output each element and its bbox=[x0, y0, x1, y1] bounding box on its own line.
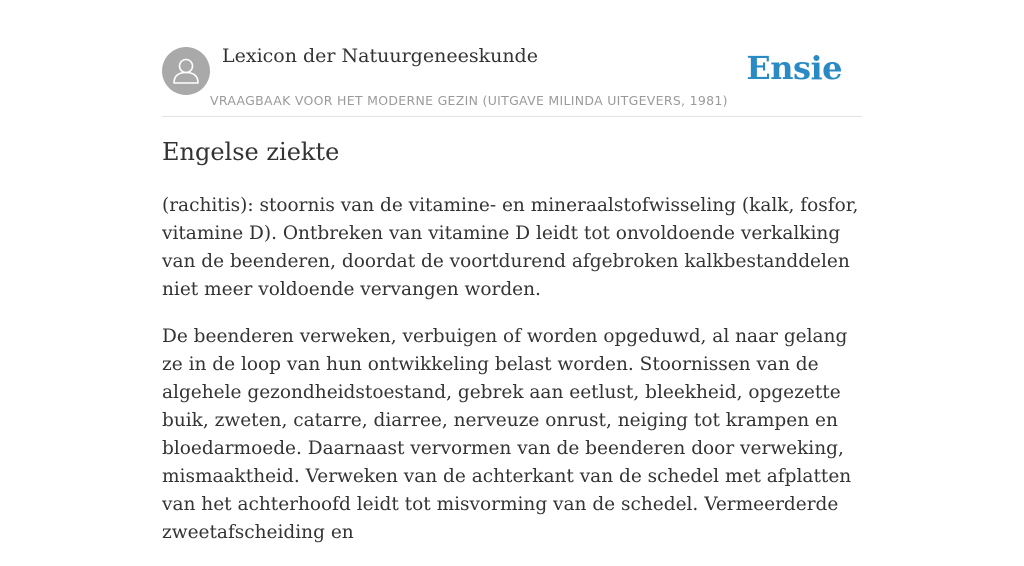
entry-title: Engelse ziekte bbox=[162, 138, 340, 166]
entry-paragraph: (rachitis): stoornis van de vitamine- en mineraalstofwisseling (kalk, fosfor, vitamine D). Ontbreken van vitamine D leidt tot onvoldoende verkalking van de beenderen, doordat de voortdurend afgebroken kalkbestanddelen niet meer voldoende vervangen worden. bbox=[162, 195, 859, 300]
content-column bbox=[162, 0, 862, 543]
source-subtitle: VRAAGBAAK VOOR HET MODERNE GEZIN (UITGAVE MILINDA UITGEVERS, 1981) bbox=[210, 93, 728, 108]
entry-body bbox=[162, 192, 862, 566]
source-header bbox=[162, 0, 862, 117]
ensie-logo[interactable]: Ensie bbox=[746, 49, 842, 87]
user-silhouette-icon bbox=[162, 47, 210, 95]
entry-paragraph: De beenderen verweken, verbuigen of worden opgeduwd, al naar gelang ze in de loop van hun ontwikkeling belast worden. Stoornissen van de algehele gezondheidstoestand, gebrek aan eetlust, bleekheid, opgezette buik, zweten, catarre, diarree, nerveuze onrust, neiging tot krampen en bloedarmoede. Daarnaast vervormen van de beenderen door verweking, mismaaktheid. Verweken van de achterkant van de schedel met afplatten van het achterhoofd leidt tot misvorming van de schedel. Vermeerderde zweetafscheiding en bbox=[162, 326, 852, 543]
source-title[interactable]: Lexicon der Natuurgeneeskunde bbox=[222, 45, 538, 67]
source-avatar[interactable] bbox=[162, 47, 210, 95]
